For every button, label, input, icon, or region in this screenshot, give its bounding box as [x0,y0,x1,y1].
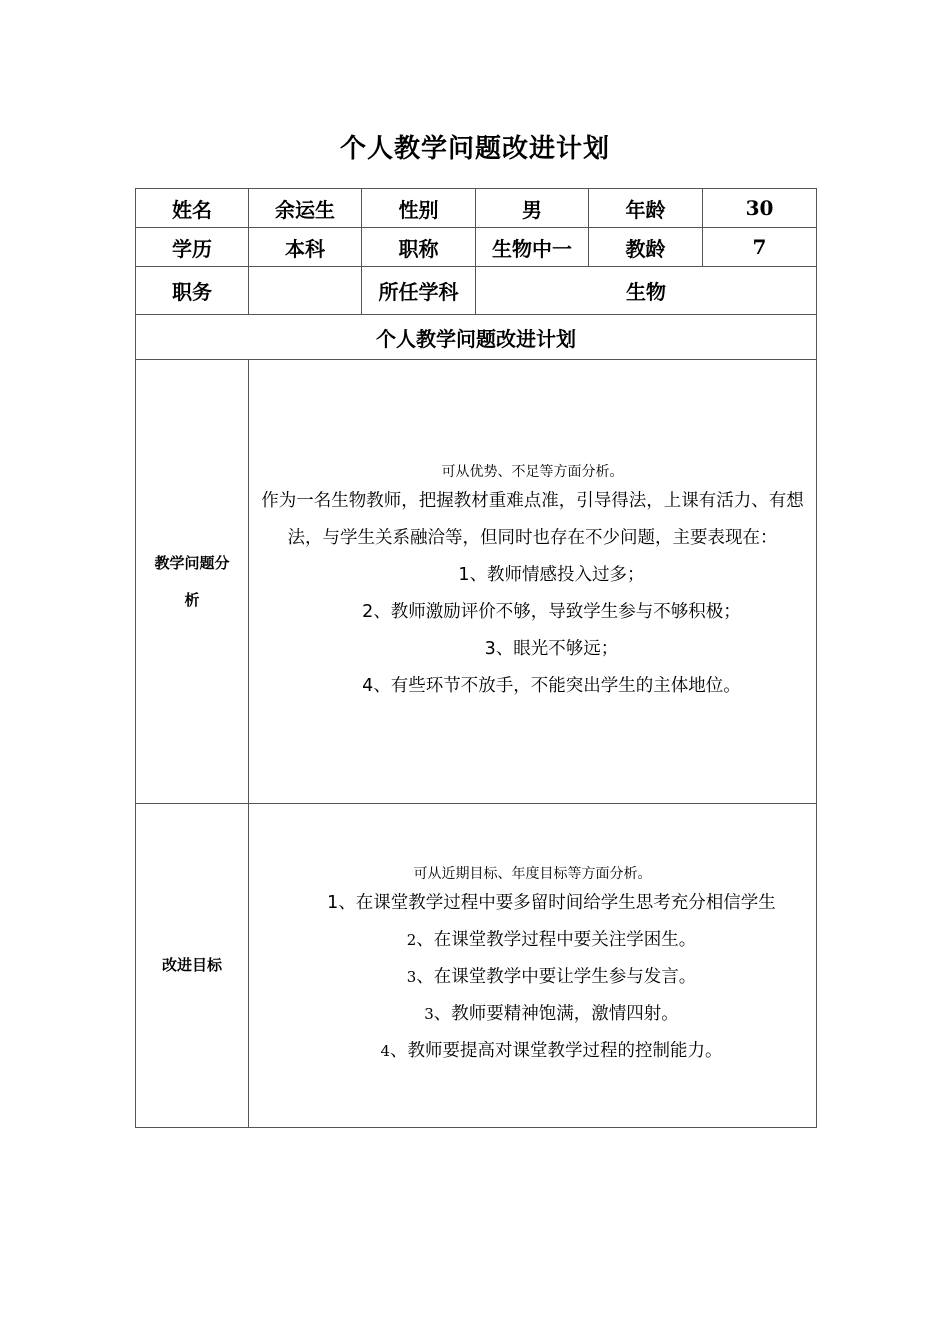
goals-label-cell [136,804,249,1128]
goals-content [249,804,817,1128]
goals-hint: 可从近期目标、年度目标等方面分析。 [413,866,652,882]
analysis-paragraph: 作为一名生物教师，把握教材重难点准，引导得法，上课有活力、有想法，与学生关系融洽等，但同时也存在不少问题，主要表现在： [261,490,804,548]
goals-list [249,885,816,1070]
goals-row [136,804,817,1128]
goal-item: 3、在课堂教学中要让学生参与发言。 [406,967,697,987]
gender-value: 男 [476,189,589,228]
duty-value [249,267,362,315]
rank-value: 生物中一 [476,228,589,267]
analysis-item: 4、有些环节不放手，不能突出学生的主体地位。 [362,675,741,696]
analysis-row [136,360,817,804]
goals-label: 改进目标 [161,956,222,974]
section-heading: 个人教学问题改进计划 [136,315,817,360]
goal-item: 4、教师要提高对课堂教学过程的控制能力。 [380,1041,723,1061]
subject-label: 所任学科 [362,267,476,315]
info-row-3 [136,267,817,315]
rank-label: 职称 [362,228,476,267]
gender-label: 性别 [362,189,476,228]
education-label: 学历 [136,228,249,267]
years-label: 教龄 [589,228,703,267]
goal-item: 3、教师要精神饱满，激情四射。 [424,1004,679,1024]
age-value: 30 [703,189,817,228]
plan-table [135,188,817,1128]
section-heading-row [136,315,817,360]
years-value: 7 [703,228,817,267]
analysis-item: 3、眼光不够远； [484,638,619,659]
analysis-content [249,360,817,804]
analysis-list [249,557,816,705]
analysis-item: 2、教师激励评价不够，导致学生参与不够积极； [362,601,741,622]
goal-item: 2、在课堂教学过程中要关注学困生。 [406,930,697,950]
name-label: 姓名 [136,189,249,228]
page-title: 个人教学问题改进计划 [339,134,610,164]
analysis-label: 教学问题分析 [154,553,230,609]
analysis-label-cell [136,360,249,804]
analysis-hint: 可从优势、不足等方面分析。 [441,463,624,480]
age-label: 年龄 [589,189,703,228]
education-value: 本科 [249,228,362,267]
goal-item: 1、在课堂教学过程中要多留时间给学生思考充分相信学生 [327,893,776,913]
info-row-2 [136,228,817,267]
analysis-item: 1、教师情感投入过多； [458,564,645,585]
subject-value: 生物 [476,267,817,315]
name-value: 余运生 [249,189,362,228]
duty-label: 职务 [136,267,249,315]
info-row-1 [136,189,817,228]
